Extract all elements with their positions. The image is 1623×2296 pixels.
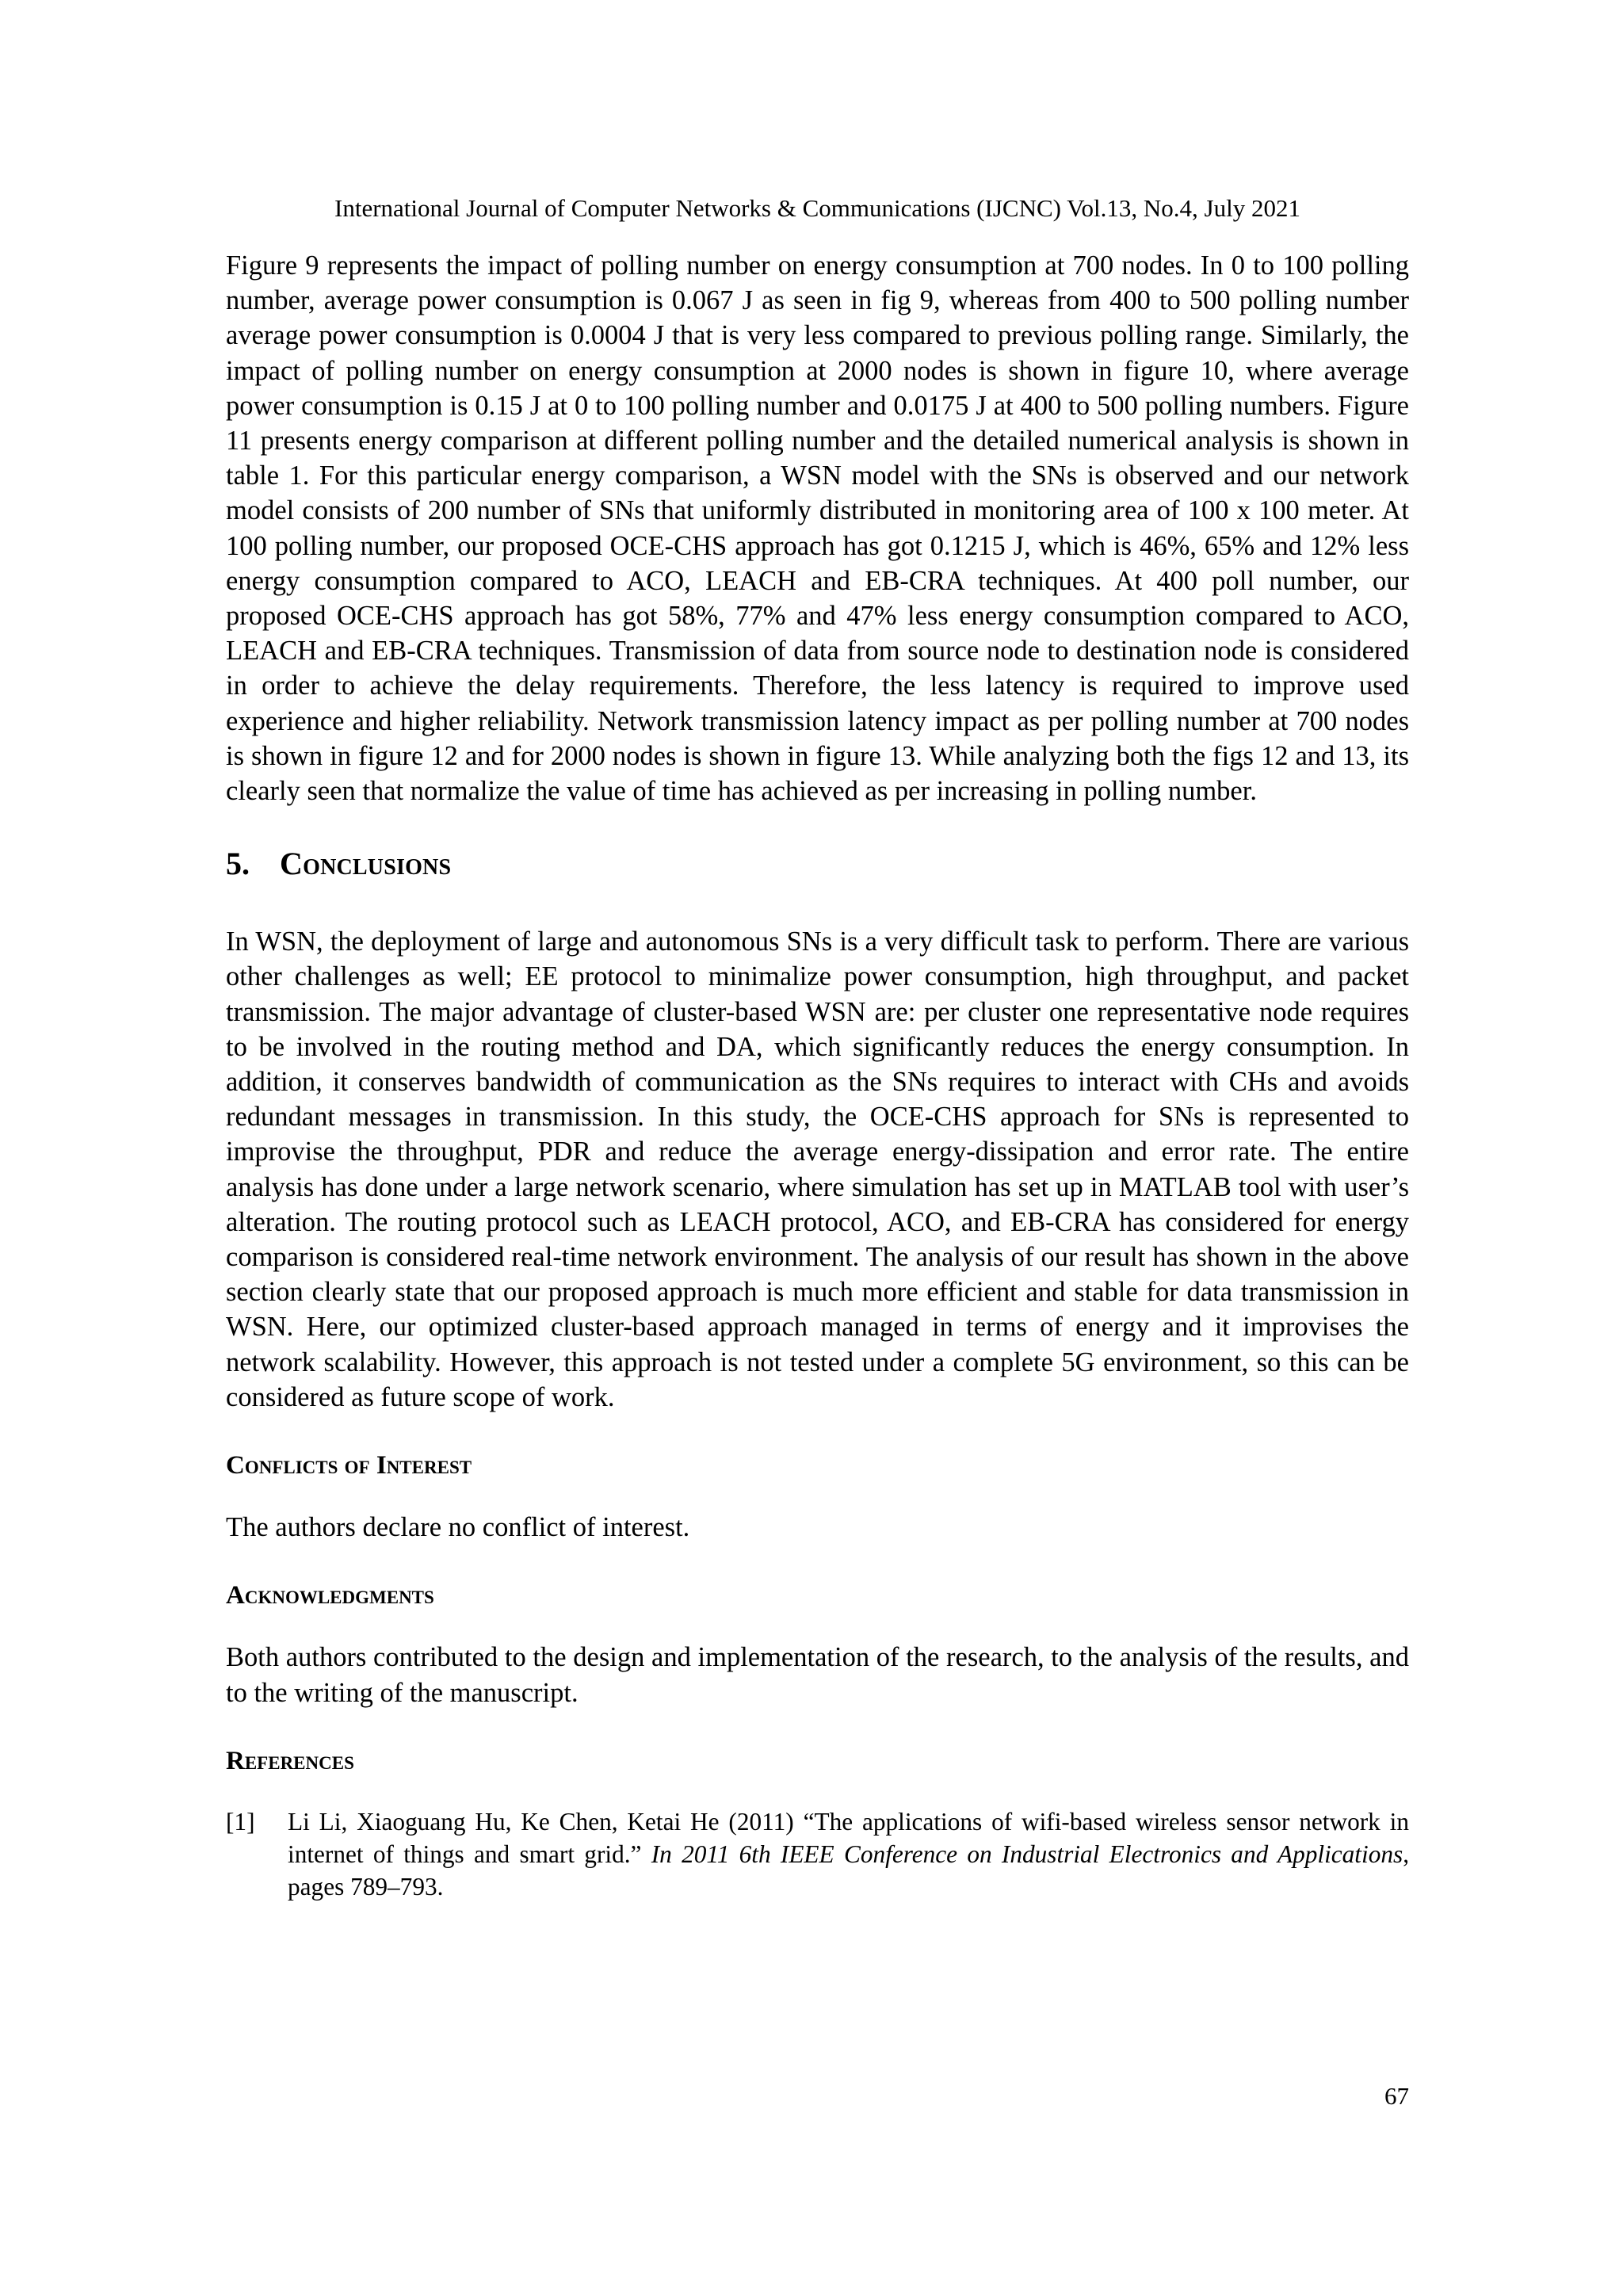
- reference-pages: , pages 789–793.: [288, 1839, 1410, 1901]
- conflicts-paragraph: The authors declare no conflict of interest.: [226, 1512, 690, 1543]
- section-number: 5.: [226, 846, 250, 882]
- acknowledgments-paragraph: Both authors contributed to the design and implementation of the research, to the analysis of the results, and to the writing of the manuscript.: [226, 1642, 1409, 1708]
- conflicts-heading: Conflicts of Interest: [226, 1451, 472, 1480]
- conclusions-heading: [226, 845, 1409, 883]
- reference-item: [226, 1805, 1409, 1903]
- page-number: 67: [1384, 2082, 1409, 2110]
- results-discussion-paragraph: Figure 9 represents the impact of polling number on energy consumption at 700 nodes. In 0 to 100 polling number, average power consumption is 0.067 J as seen in fig 9, whereas from 400 to 500 polling number average power consumption is 0.0004 J that is very less compared to previous polling range. Similarly, the impact of polling number on energy consumption at 2000 nodes is shown in figure 10, where average power consumption is 0.15 J at 0 to 100 polling number and 0.0175 J at 400 to 500 polling numbers. Figure 11 presents energy comparison at different polling number and the detailed numerical analysis is shown in table 1. For this particular energy comparison, a WSN model with the SNs is observed and our network model consists of 200 number of SNs that uniformly distributed in monitoring area of 100 x 100 meter. At 100 polling number, our proposed OCE-CHS approach has got 0.1215 J, which is 46%, 65% and 12% less energy consumption compared to ACO, LEACH and EB-CRA techniques. At 400 poll number, our proposed OCE-CHS approach has got 58%, 77% and 47% less energy consumption compared to ACO, LEACH and EB-CRA techniques. Transmission of data from source node to destination node is considered in order to achieve the delay requirements. Therefore, the less latency is required to improve used experience and higher reliability. Network transmission latency impact as per polling number at 700 nodes is shown in figure 12 and for 2000 nodes is shown in figure 13. While analyzing both the figs 12 and 13, its clearly seen that normalize the value of time has achieved as per increasing in polling number.: [226, 250, 1409, 807]
- reference-text: [288, 1805, 1409, 1903]
- reference-venue: In 2011 6th IEEE Conference on Industrial Electronics and Applications: [651, 1839, 1403, 1868]
- journal-running-header: International Journal of Computer Networks & Communications (IJCNC) Vol.13, No.4, July 2021: [334, 194, 1300, 222]
- reference-number: [1]: [226, 1807, 255, 1836]
- section-title: Conclusions: [280, 846, 452, 882]
- acknowledgments-heading: Acknowledgments: [226, 1581, 434, 1610]
- conclusions-paragraph: In WSN, the deployment of large and autonomous SNs is a very difficult task to perform. There are various other challenges as well; EE protocol to minimalize power consumption, high throughput, and packet transmission. The major advantage of cluster-based WSN are: per cluster one representative node requires to be involved in the routing method and DA, which significantly reduces the energy consumption. In addition, it conserves bandwidth of communication as the SNs requires to interact with CHs and avoids redundant messages in transmission. In this study, the OCE-CHS approach for SNs is represented to improvise the throughput, PDR and reduce the average energy-dissipation and error rate. The entire analysis has done under a large network scenario, where simulation has set up in MATLAB tool with user’s alteration. The routing protocol such as LEACH protocol, ACO, and EB-CRA has considered for energy comparison is considered real-time network environment. The analysis of our result has shown in the above section clearly state that our proposed approach is much more efficient and stable for data transmission in WSN. Here, our optimized cluster-based approach managed in terms of energy and it improvises the network scalability. However, this approach is not tested under a complete 5G environment, so this can be considered as future scope of work.: [226, 926, 1409, 1412]
- page-content: [226, 248, 1409, 1903]
- references-heading: References: [226, 1746, 354, 1775]
- reference-authors-title: Li Li, Xiaoguang Hu, Ke Chen, Ketai He (2011) “The applications of wifi-based wireless sensor network in internet of things and smart grid.”: [288, 1807, 1409, 1868]
